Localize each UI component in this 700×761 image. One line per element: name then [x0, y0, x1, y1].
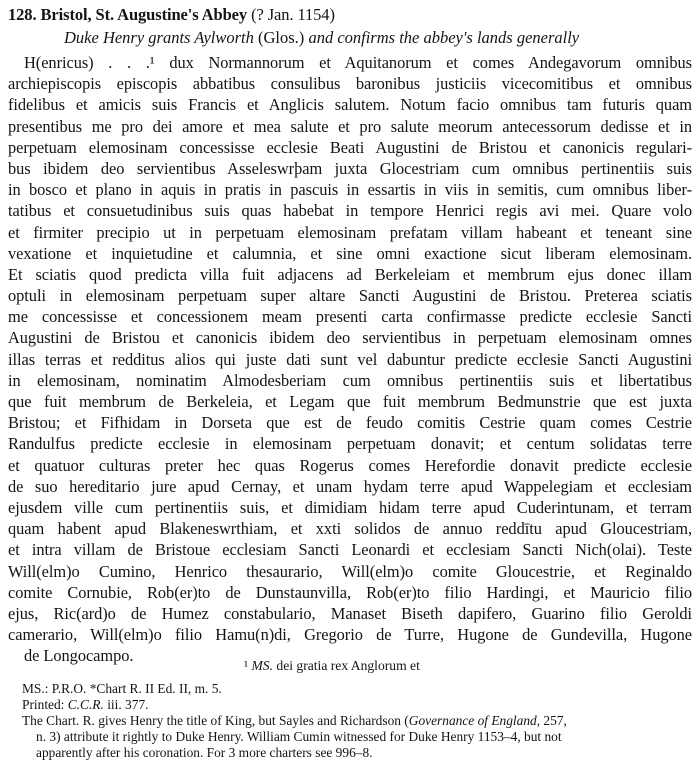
editorial-note-line-2: n. 3) attribute it rightly to Duke Henry. William Cumin witnessed for Duke Henry 1153–4, but not — [36, 729, 562, 744]
body-line: de Longocampo. — [24, 646, 134, 666]
editorial-note-line-1 — [22, 713, 567, 729]
body-line: optuli in elemosinam perpetuam super altare Sancti Augustini de Bristou. Preterea sciatis — [8, 286, 692, 306]
note-line1-a: The Chart. R. gives Henry the title of King, but Sayles and Richardson ( — [22, 713, 409, 728]
body-line: Augustini de Bristou et canonicis ibidem deo servientibus in perpetuam elemosinam omnes — [8, 328, 692, 348]
editorial-note-line-3: apparently after his coronation. For 3 more charters see 996–8. — [36, 745, 373, 760]
body-line: comite Cornubie, Rob(er)to de Dunstaunvilla, Rob(er)to filio Hardingi, et Mauricio filio — [8, 582, 692, 602]
printed-prefix: Printed: — [22, 697, 68, 712]
body-line: ejusdem ville cum pertinentiis suis, et dimidiam hidam terre apud Cuderintunam, et terram — [8, 497, 692, 517]
sources-block — [22, 681, 567, 761]
charter-heading — [8, 5, 335, 25]
body-line: me concessisse et concessionem meam presenti carta confirmasse predicte ecclesie Sancti — [8, 307, 692, 327]
body-line: in elemosinam, nominatim Almodesberiam cum omnibus pertinentiis suis et libertatibus — [8, 370, 692, 390]
footnote-text: dei gratia rex Anglorum et — [276, 658, 420, 673]
body-line: H(enricus) . . .¹ dux Normannorum et Aquitanorum et comes Andegavorum omnibus — [24, 53, 692, 72]
note-line1-b: , 257, — [536, 713, 567, 728]
manuscript-reference: MS.: P.R.O. *Chart R. II Ed. II, m. 5. — [22, 681, 222, 696]
subheading-part-2: (Glos.) — [258, 28, 305, 47]
body-line: Bristou; et Fifhidam in Dorseta que est de feudo comitis Cestrie quam comes Cestrie — [8, 413, 692, 433]
subheading-part-3: and confirms the abbey's lands generally — [308, 28, 580, 47]
body-line: Randulfus predicte ecclesie in elemosinam perpetuam donavit; et centum solidatas terre — [8, 434, 692, 454]
body-line: et intra villam de Bristoue ecclesiam Sancti Leonardi et ecclesiam Sancti Nich(olai). Teste — [8, 540, 692, 560]
body-line: quam habent apud Blakeneswrthiam, et xxti solidos de annuo reddītu apud Gloucestriam, — [8, 519, 692, 539]
body-line: presentibus me pro dei amore et mea salute et pro salute meorum antecessorum dedisse et in — [8, 116, 692, 136]
charter-number: 128. — [8, 5, 37, 24]
body-line: in bosco et plano in aquis in pratis in pascuis in essartis in viis in semitis, cum omnibus liber- — [8, 180, 692, 200]
body-line: et firmiter precipio ut in perpetuam elemosinam prefatam villam habeant et teneant sine — [8, 222, 692, 242]
charter-body — [8, 52, 692, 666]
charter-title: Bristol, St. Augustine's Abbey — [40, 5, 248, 24]
body-line: Et sciatis quod predicta villa fuit adjacens ad Berkeleiam et membrum ejus donec illam — [8, 264, 692, 284]
body-line: de suo hereditario jure apud Cernay, et unam hydam terre apud Wappelegiam et ecclesiam — [8, 476, 692, 496]
body-line: que fuit membrum de Berkeleia, et Legam que fuit membrum Bedmunstrie que est juxta — [8, 392, 692, 411]
note-line1-ital: Governance of England — [408, 713, 537, 728]
printed-ref: C.C.R. — [67, 697, 104, 712]
charter-date: (? Jan. 1154) — [251, 5, 335, 24]
footnote-marker: ¹ — [244, 658, 249, 673]
body-line: archiepiscopis episcopis abbatibus consulibus baronibus justiciis vicecomitibus et omnibus — [8, 74, 692, 94]
footnote-label: MS. — [251, 658, 274, 673]
body-line: fidelibus et amicis suis Francis et Anglicis salutem. Notum facio omnibus tam futuris quam — [8, 95, 692, 115]
body-line: et quatuor culturas preter hec quas Rogerus comes Herefordie donavit predicte ecclesie — [8, 455, 692, 475]
body-line: illas terras et redditus alios qui juste dati sunt vel dabuntur predicte ecclesie Sancti Augustini — [8, 349, 692, 369]
body-line: perpetuam elemosinam concessisse ecclesie Beati Augustini de Bristou et canonicis regulari- — [8, 137, 692, 157]
body-line: vexatione et inquietudine et calumnia, et sine omni exactione sicut liberam elemosinam. — [8, 243, 692, 263]
body-line: tatibus et consuetudinibus suis quas habebat in tempore Henrici regis avi mei. Quare volo — [8, 201, 692, 221]
printed-suffix: iii. 377. — [103, 697, 149, 712]
charter-subheading — [64, 28, 579, 48]
body-line: Will(elm)o Cumino, Henrico thesaurario, Will(elm)o comite Gloucestrie, et Reginaldo — [8, 561, 692, 581]
body-line: ejus, Ric(ard)o de Humez constabulario, Manaset Biseth dapifero, Guarino filio Geroldi — [8, 603, 692, 623]
body-line: camerario, Will(elm)o filio Hamu(n)di, Gregorio de Turre, Hugone de Gundevilla, Hugone — [8, 625, 692, 645]
body-line: bus ibidem deo servientibus Asseleswrþam juxta Glocestriam cum omnibus pertinentiis suis — [8, 158, 692, 178]
printed-reference — [22, 697, 567, 713]
footnote — [244, 658, 420, 674]
subheading-part-1: Duke Henry grants Aylworth — [64, 28, 254, 47]
